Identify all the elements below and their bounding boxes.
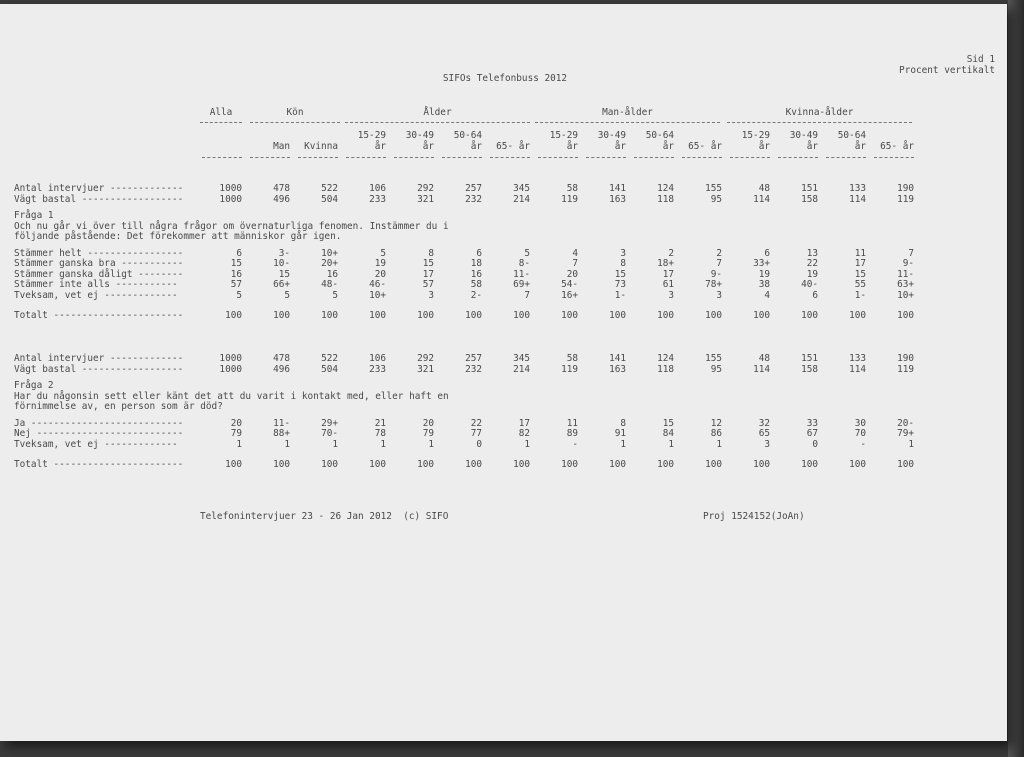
table-cell: 95 xyxy=(710,363,722,375)
table-cell: 88+ xyxy=(273,428,290,439)
question-text: Har du någonsin sett eller känt det att du varit i kontakt med, eller haft en xyxy=(14,390,449,402)
column-underline xyxy=(586,157,626,158)
table-cell: 2 xyxy=(716,247,722,259)
table-cell: 1- xyxy=(614,289,626,301)
table-cell: - xyxy=(572,438,578,450)
table-cell: 66+ xyxy=(273,279,290,290)
column-underline xyxy=(634,157,674,158)
table-cell: 214 xyxy=(513,193,530,205)
table-cell: 504 xyxy=(321,363,338,375)
table-cell: 11 xyxy=(854,247,866,259)
table-cell: 7 xyxy=(524,289,530,301)
table-cell: 22 xyxy=(470,417,482,429)
table-cell: 5 xyxy=(284,289,290,301)
table-cell: 158 xyxy=(801,193,818,205)
table-cell: 100 xyxy=(753,459,770,470)
table-cell: 10+ xyxy=(897,289,914,301)
column-header-top: 30-49 xyxy=(405,130,434,141)
table-cell: 57 xyxy=(422,279,434,290)
table-cell: 86 xyxy=(710,428,722,439)
table-cell: 17 xyxy=(662,268,674,280)
question-title: Fråga 2 xyxy=(14,380,54,391)
table-cell: 19 xyxy=(758,268,770,280)
column-underline xyxy=(778,157,818,158)
column-header-top: 15-29 xyxy=(357,130,386,141)
table-cell: 114 xyxy=(753,193,770,205)
question-text: Och nu går vi över till några frågor om övernaturliga fenomen. Instämmer du i xyxy=(14,220,449,232)
table-cell: 100 xyxy=(513,459,530,470)
table-cell: 11- xyxy=(273,417,290,429)
table-cell: 118 xyxy=(657,363,674,375)
table-cell: 345 xyxy=(513,183,530,194)
table-cell: 257 xyxy=(465,183,482,194)
table-cell: 22 xyxy=(806,258,818,269)
table-cell: 91 xyxy=(614,428,626,439)
table-cell: 15 xyxy=(662,417,674,429)
table-cell: 100 xyxy=(369,310,386,321)
table-cell: 18 xyxy=(470,258,482,269)
column-underline xyxy=(202,157,242,158)
table-cell: 20 xyxy=(374,268,386,280)
column-underline xyxy=(442,157,482,158)
table-cell: 1 xyxy=(716,438,722,450)
table-cell: 232 xyxy=(465,363,482,375)
table-cell: 190 xyxy=(897,183,914,194)
table-cell: 118 xyxy=(657,193,674,205)
row-label: Totalt ----------------------- xyxy=(14,310,184,321)
table-cell: 124 xyxy=(657,353,674,364)
table-cell: 7 xyxy=(572,258,578,269)
report-title: SIFOs Telefonbuss 2012 xyxy=(442,73,568,84)
row-label: Stämmer ganska dåligt -------- xyxy=(14,268,184,280)
table-cell: 1 xyxy=(908,438,914,450)
table-cell: 19 xyxy=(374,258,386,269)
row-label: Tveksam, vet ej ------------- xyxy=(14,438,178,450)
table-cell: 100 xyxy=(897,310,914,321)
page-number: Sid 1 xyxy=(966,54,995,65)
table-cell: 141 xyxy=(609,353,626,364)
table-cell: 496 xyxy=(273,193,290,205)
column-header-top: 30-49 xyxy=(789,130,818,141)
table-cell: 3 xyxy=(428,289,434,301)
table-cell: 100 xyxy=(705,459,722,470)
row-label: Vägt bastal ------------------ xyxy=(14,363,184,375)
column-header-top: 15-29 xyxy=(741,130,770,141)
table-cell: 100 xyxy=(417,310,434,321)
group-header-kon: Kön xyxy=(286,107,304,118)
table-cell: 16 xyxy=(470,268,482,280)
table-cell: 100 xyxy=(273,310,290,321)
table-cell: 19 xyxy=(806,268,818,280)
table-cell: 190 xyxy=(897,353,914,364)
column-underline xyxy=(874,157,914,158)
column-underline xyxy=(298,157,338,158)
table-cell: 151 xyxy=(801,183,818,194)
table-cell: 141 xyxy=(609,183,626,194)
table-cell: 5 xyxy=(332,289,338,301)
table-cell: 100 xyxy=(849,310,866,321)
table-cell: 78+ xyxy=(705,279,722,290)
report-page xyxy=(0,4,1007,741)
table-cell: 15 xyxy=(614,268,626,280)
table-cell: 119 xyxy=(897,193,914,205)
table-cell: 65 xyxy=(758,428,770,439)
table-cell: 3 xyxy=(668,289,674,301)
table-cell: 1- xyxy=(854,289,866,301)
table-cell: 133 xyxy=(849,353,866,364)
table-cell: 57 xyxy=(230,279,242,290)
column-header-bottom: år xyxy=(422,141,434,152)
table-cell: 4 xyxy=(572,247,578,259)
table-cell: 0 xyxy=(476,438,482,450)
row-label: Stämmer helt ----------------- xyxy=(14,247,184,259)
table-cell: 100 xyxy=(225,459,242,470)
table-cell: 100 xyxy=(321,310,338,321)
table-cell: 100 xyxy=(609,310,626,321)
table-cell: 100 xyxy=(273,459,290,470)
table-cell: 55 xyxy=(854,279,866,290)
table-cell: 155 xyxy=(705,183,722,194)
table-cell: 5 xyxy=(380,247,386,259)
column-header-top: 50-64 xyxy=(645,130,674,141)
table-cell: 100 xyxy=(897,459,914,470)
table-cell: 522 xyxy=(321,353,338,364)
table-cell: 54- xyxy=(561,279,578,290)
table-cell: 100 xyxy=(801,459,818,470)
table-cell: 13 xyxy=(806,247,818,259)
table-cell: 100 xyxy=(513,310,530,321)
row-label: Stämmer inte alls ----------- xyxy=(14,279,178,290)
table-cell: 40- xyxy=(801,279,818,290)
column-underline xyxy=(250,157,290,158)
column-header-top: 15-29 xyxy=(549,130,578,141)
column-underline xyxy=(394,157,434,158)
column-header-bottom: 65- år xyxy=(688,141,722,152)
column-underline xyxy=(730,157,770,158)
question-text: följande påstående: Det förekommer att människor går igen. xyxy=(14,231,342,242)
group-header-man-alder: Man-ålder xyxy=(602,107,653,118)
table-cell: 100 xyxy=(225,310,242,321)
column-underline xyxy=(346,157,386,158)
table-cell: 106 xyxy=(369,183,386,194)
table-cell: 522 xyxy=(321,183,338,194)
table-cell: 73 xyxy=(614,279,626,290)
table-cell: 100 xyxy=(705,310,722,321)
table-cell: 17 xyxy=(422,268,434,280)
table-cell: 38 xyxy=(758,279,770,290)
table-cell: 114 xyxy=(849,193,866,205)
table-cell: 16 xyxy=(326,268,338,280)
column-header-bottom: år xyxy=(806,141,818,152)
table-cell: 15 xyxy=(422,258,434,269)
table-cell: 8- xyxy=(518,258,530,269)
table-cell: 78 xyxy=(374,428,386,439)
row-label: Nej -------------------------- xyxy=(14,428,184,439)
column-header-bottom: år xyxy=(374,141,386,152)
table-cell: 3 xyxy=(716,289,722,301)
table-cell: 20+ xyxy=(321,258,338,269)
table-cell: 70- xyxy=(321,428,338,439)
table-cell: 17 xyxy=(854,258,866,269)
table-cell: 20- xyxy=(897,417,914,429)
table-cell: 3 xyxy=(764,438,770,450)
table-cell: 6 xyxy=(236,247,242,259)
table-cell: 63+ xyxy=(897,279,914,290)
table-cell: 82 xyxy=(518,428,530,439)
table-cell: 8 xyxy=(620,417,626,429)
table-cell: 1000 xyxy=(219,353,242,364)
table-cell: 6 xyxy=(764,247,770,259)
group-header-alla: Alla xyxy=(209,107,233,118)
table-cell: 6 xyxy=(476,247,482,259)
table-cell: 3- xyxy=(278,247,290,259)
table-cell: 12 xyxy=(710,417,722,429)
column-header-bottom: år xyxy=(614,141,626,152)
row-label: Tveksam, vet ej ------------- xyxy=(14,289,178,301)
table-cell: 48 xyxy=(758,353,770,364)
table-cell: 5 xyxy=(524,247,530,259)
table-cell: 10+ xyxy=(369,289,386,301)
table-cell: 0 xyxy=(812,438,818,450)
table-cell: 58 xyxy=(470,279,482,290)
column-header-bottom: 65- år xyxy=(496,141,530,152)
table-cell: 233 xyxy=(369,193,386,205)
table-cell: 1000 xyxy=(219,193,242,205)
column-header-top: 30-49 xyxy=(597,130,626,141)
table-cell: 32 xyxy=(758,417,770,429)
table-cell: 1 xyxy=(332,438,338,450)
column-header-bottom: år xyxy=(566,141,578,152)
table-cell: 345 xyxy=(513,353,530,364)
table-cell: 61 xyxy=(662,279,674,290)
table-cell: 100 xyxy=(321,459,338,470)
table-cell: 84 xyxy=(662,428,674,439)
table-cell: 9- xyxy=(902,258,914,269)
table-cell: 1 xyxy=(236,438,242,450)
table-cell: 1000 xyxy=(219,183,242,194)
table-cell: 163 xyxy=(609,193,626,205)
table-cell: 100 xyxy=(369,459,386,470)
table-cell: 257 xyxy=(465,353,482,364)
group-underline xyxy=(345,122,530,123)
table-cell: 16+ xyxy=(561,289,578,301)
table-cell: 79 xyxy=(422,428,434,439)
table-cell: 11- xyxy=(897,268,914,280)
question-text: förnimmelse av, en person som är död? xyxy=(14,401,223,412)
group-underline xyxy=(200,122,242,123)
table-cell: 95 xyxy=(710,193,722,205)
table-cell: 18+ xyxy=(657,258,674,269)
table-cell: 11 xyxy=(566,417,578,429)
table-cell: 30 xyxy=(854,417,866,429)
column-header-bottom: Man xyxy=(273,141,290,152)
table-cell: 15 xyxy=(230,258,242,269)
table-cell: 20 xyxy=(230,417,242,429)
table-cell: 114 xyxy=(753,363,770,375)
group-underline xyxy=(535,122,720,123)
table-cell: 163 xyxy=(609,363,626,375)
group-header-kvinna-alder: Kvinna-ålder xyxy=(785,107,854,118)
table-cell: 3 xyxy=(620,247,626,259)
column-header-bottom: år xyxy=(758,141,770,152)
table-cell: 100 xyxy=(801,310,818,321)
column-header-bottom: år xyxy=(662,141,674,152)
table-cell: 478 xyxy=(273,353,290,364)
table-cell: 119 xyxy=(897,363,914,375)
table-cell: 79+ xyxy=(897,428,914,439)
table-cell: 21 xyxy=(374,417,386,429)
table-cell: 233 xyxy=(369,363,386,375)
table-cell: 16 xyxy=(230,268,242,280)
column-underline xyxy=(682,157,722,158)
column-header-top: 50-64 xyxy=(837,130,866,141)
table-cell: 46- xyxy=(369,279,386,290)
table-cell: 1 xyxy=(284,438,290,450)
table-cell: 496 xyxy=(273,363,290,375)
table-cell: 2 xyxy=(668,247,674,259)
column-header-top: 50-64 xyxy=(453,130,482,141)
column-underline xyxy=(826,157,866,158)
table-cell: 20 xyxy=(566,268,578,280)
table-cell: 5 xyxy=(236,289,242,301)
table-cell: 33+ xyxy=(753,258,770,269)
table-cell: 100 xyxy=(753,310,770,321)
table-cell: 4 xyxy=(764,289,770,301)
footer-fieldwork: Telefonintervjuer 23 - 26 Jan 2012 (c) SIFO xyxy=(200,511,449,522)
table-cell: 8 xyxy=(428,247,434,259)
row-label: Antal intervjuer ------------- xyxy=(14,183,184,194)
table-cell: 58 xyxy=(566,183,578,194)
table-cell: 58 xyxy=(566,353,578,364)
row-label: Antal intervjuer ------------- xyxy=(14,353,184,364)
table-cell: 100 xyxy=(465,459,482,470)
table-cell: 214 xyxy=(513,363,530,375)
table-cell: 321 xyxy=(417,193,434,205)
table-cell: - xyxy=(860,438,866,450)
table-cell: 100 xyxy=(609,459,626,470)
table-cell: 292 xyxy=(417,183,434,194)
question-title: Fråga 1 xyxy=(14,210,54,221)
row-label: Ja --------------------------- xyxy=(14,417,184,429)
table-cell: 114 xyxy=(849,363,866,375)
table-cell: 100 xyxy=(561,459,578,470)
row-label: Totalt ----------------------- xyxy=(14,459,184,470)
table-cell: 11- xyxy=(513,268,530,280)
column-header-bottom: år xyxy=(470,141,482,152)
table-cell: 100 xyxy=(465,310,482,321)
table-cell: 504 xyxy=(321,193,338,205)
table-cell: 10+ xyxy=(321,247,338,259)
table-cell: 292 xyxy=(417,353,434,364)
table-cell: 6 xyxy=(812,289,818,301)
table-cell: 100 xyxy=(849,459,866,470)
table-cell: 1 xyxy=(524,438,530,450)
table-cell: 7 xyxy=(908,247,914,259)
group-underline xyxy=(727,122,912,123)
column-underline xyxy=(490,157,530,158)
table-cell: 48 xyxy=(758,183,770,194)
row-label: Stämmer ganska bra ----------- xyxy=(14,258,184,269)
table-cell: 100 xyxy=(657,459,674,470)
table-cell: 478 xyxy=(273,183,290,194)
table-cell: 29+ xyxy=(321,417,338,429)
table-cell: 89 xyxy=(566,428,578,439)
percent-mode-label: Procent vertikalt xyxy=(899,65,995,76)
table-cell: 232 xyxy=(465,193,482,205)
table-cell: 119 xyxy=(561,193,578,205)
table-cell: 100 xyxy=(417,459,434,470)
group-underline xyxy=(250,122,340,123)
table-cell: 8 xyxy=(620,258,626,269)
table-cell: 100 xyxy=(561,310,578,321)
table-cell: 1000 xyxy=(219,363,242,375)
group-header-alder: Ålder xyxy=(423,107,452,118)
row-label: Vägt bastal ------------------ xyxy=(14,193,184,205)
table-cell: 48- xyxy=(321,279,338,290)
table-cell: 79 xyxy=(230,428,242,439)
window-edge-shadow xyxy=(1008,0,1024,757)
table-cell: 155 xyxy=(705,353,722,364)
column-header-bottom: år xyxy=(854,141,866,152)
table-cell: 124 xyxy=(657,183,674,194)
table-cell: 119 xyxy=(561,363,578,375)
column-header-bottom: Kvinna xyxy=(304,141,338,152)
table-cell: 158 xyxy=(801,363,818,375)
column-header-bottom: 65- år xyxy=(880,141,914,152)
table-cell: 151 xyxy=(801,353,818,364)
footer-project: Proj 1524152(JoAn) xyxy=(703,511,805,522)
table-cell: 67 xyxy=(806,428,818,439)
table-cell: 1 xyxy=(668,438,674,450)
table-cell: 106 xyxy=(369,353,386,364)
table-cell: 321 xyxy=(417,363,434,375)
table-cell: 133 xyxy=(849,183,866,194)
table-cell: 15 xyxy=(278,268,290,280)
table-cell: 17 xyxy=(518,417,530,429)
table-cell: 100 xyxy=(657,310,674,321)
column-underline xyxy=(538,157,578,158)
table-cell: 1 xyxy=(428,438,434,450)
table-cell: 70 xyxy=(854,428,866,439)
table-cell: 1 xyxy=(620,438,626,450)
table-cell: 20 xyxy=(422,417,434,429)
table-cell: 69+ xyxy=(513,279,530,290)
table-cell: 77 xyxy=(470,428,482,439)
table-cell: 9- xyxy=(710,268,722,280)
table-cell: 15 xyxy=(854,268,866,280)
table-cell: 33 xyxy=(806,417,818,429)
table-cell: 2- xyxy=(470,289,482,301)
table-cell: 1 xyxy=(380,438,386,450)
table-cell: 7 xyxy=(716,258,722,269)
table-cell: 10- xyxy=(273,258,290,269)
